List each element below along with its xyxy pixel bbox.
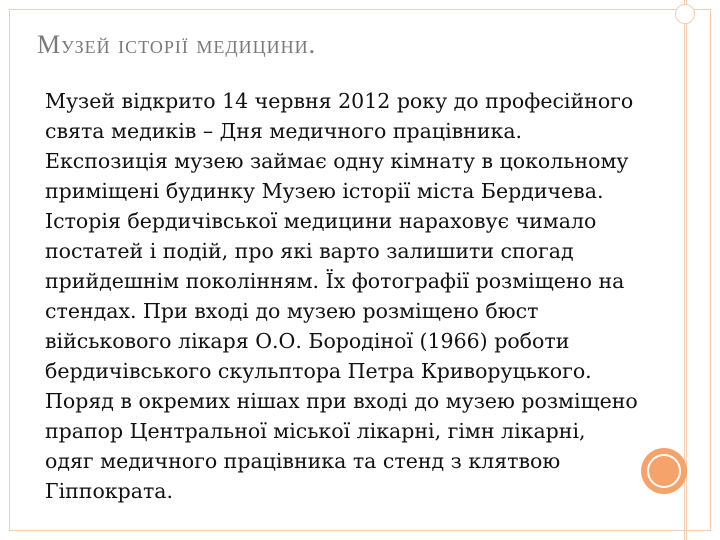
body-line: Експозиція музею займає одну кімнату в цокольному [45, 149, 629, 173]
body-line: Історія бердичівської медицини нараховує чимало [45, 209, 597, 233]
body-line: одяг медичного працівника та стенд з клятвою [45, 449, 561, 473]
body-line: прапор Центральної міської лікарні, гімн лікарні, [45, 419, 586, 443]
body-line: прийдешнім поколінням. Їх фотографії розміщено на [45, 269, 625, 293]
body-line: військового лікаря О.О. Бородіної (1966) роботи [45, 329, 570, 353]
slide-title: Музей історії медицини. [37, 30, 317, 59]
body-line: Поряд в окремих нішах при вході до музею розміщено [45, 389, 638, 413]
body-line: Гіппократа. [45, 479, 174, 503]
body-line: бердичівського скульптора Петра Криворуцького. [45, 359, 592, 383]
slide-body [45, 86, 675, 506]
decorative-top-circle [675, 4, 695, 24]
body-line: постатей і подій, про які варто залишити спогад [45, 239, 574, 263]
decorative-vertical-line [684, 0, 687, 540]
body-line: приміщені будинку Музею історії міста Бердичева. [45, 179, 604, 203]
body-line: свята медиків – Дня медичного працівника. [45, 119, 523, 143]
body-line: Музей відкрито 14 червня 2012 року до професійного [45, 89, 634, 113]
body-line: стендах. При вході до музею розміщено бюст [45, 299, 539, 323]
